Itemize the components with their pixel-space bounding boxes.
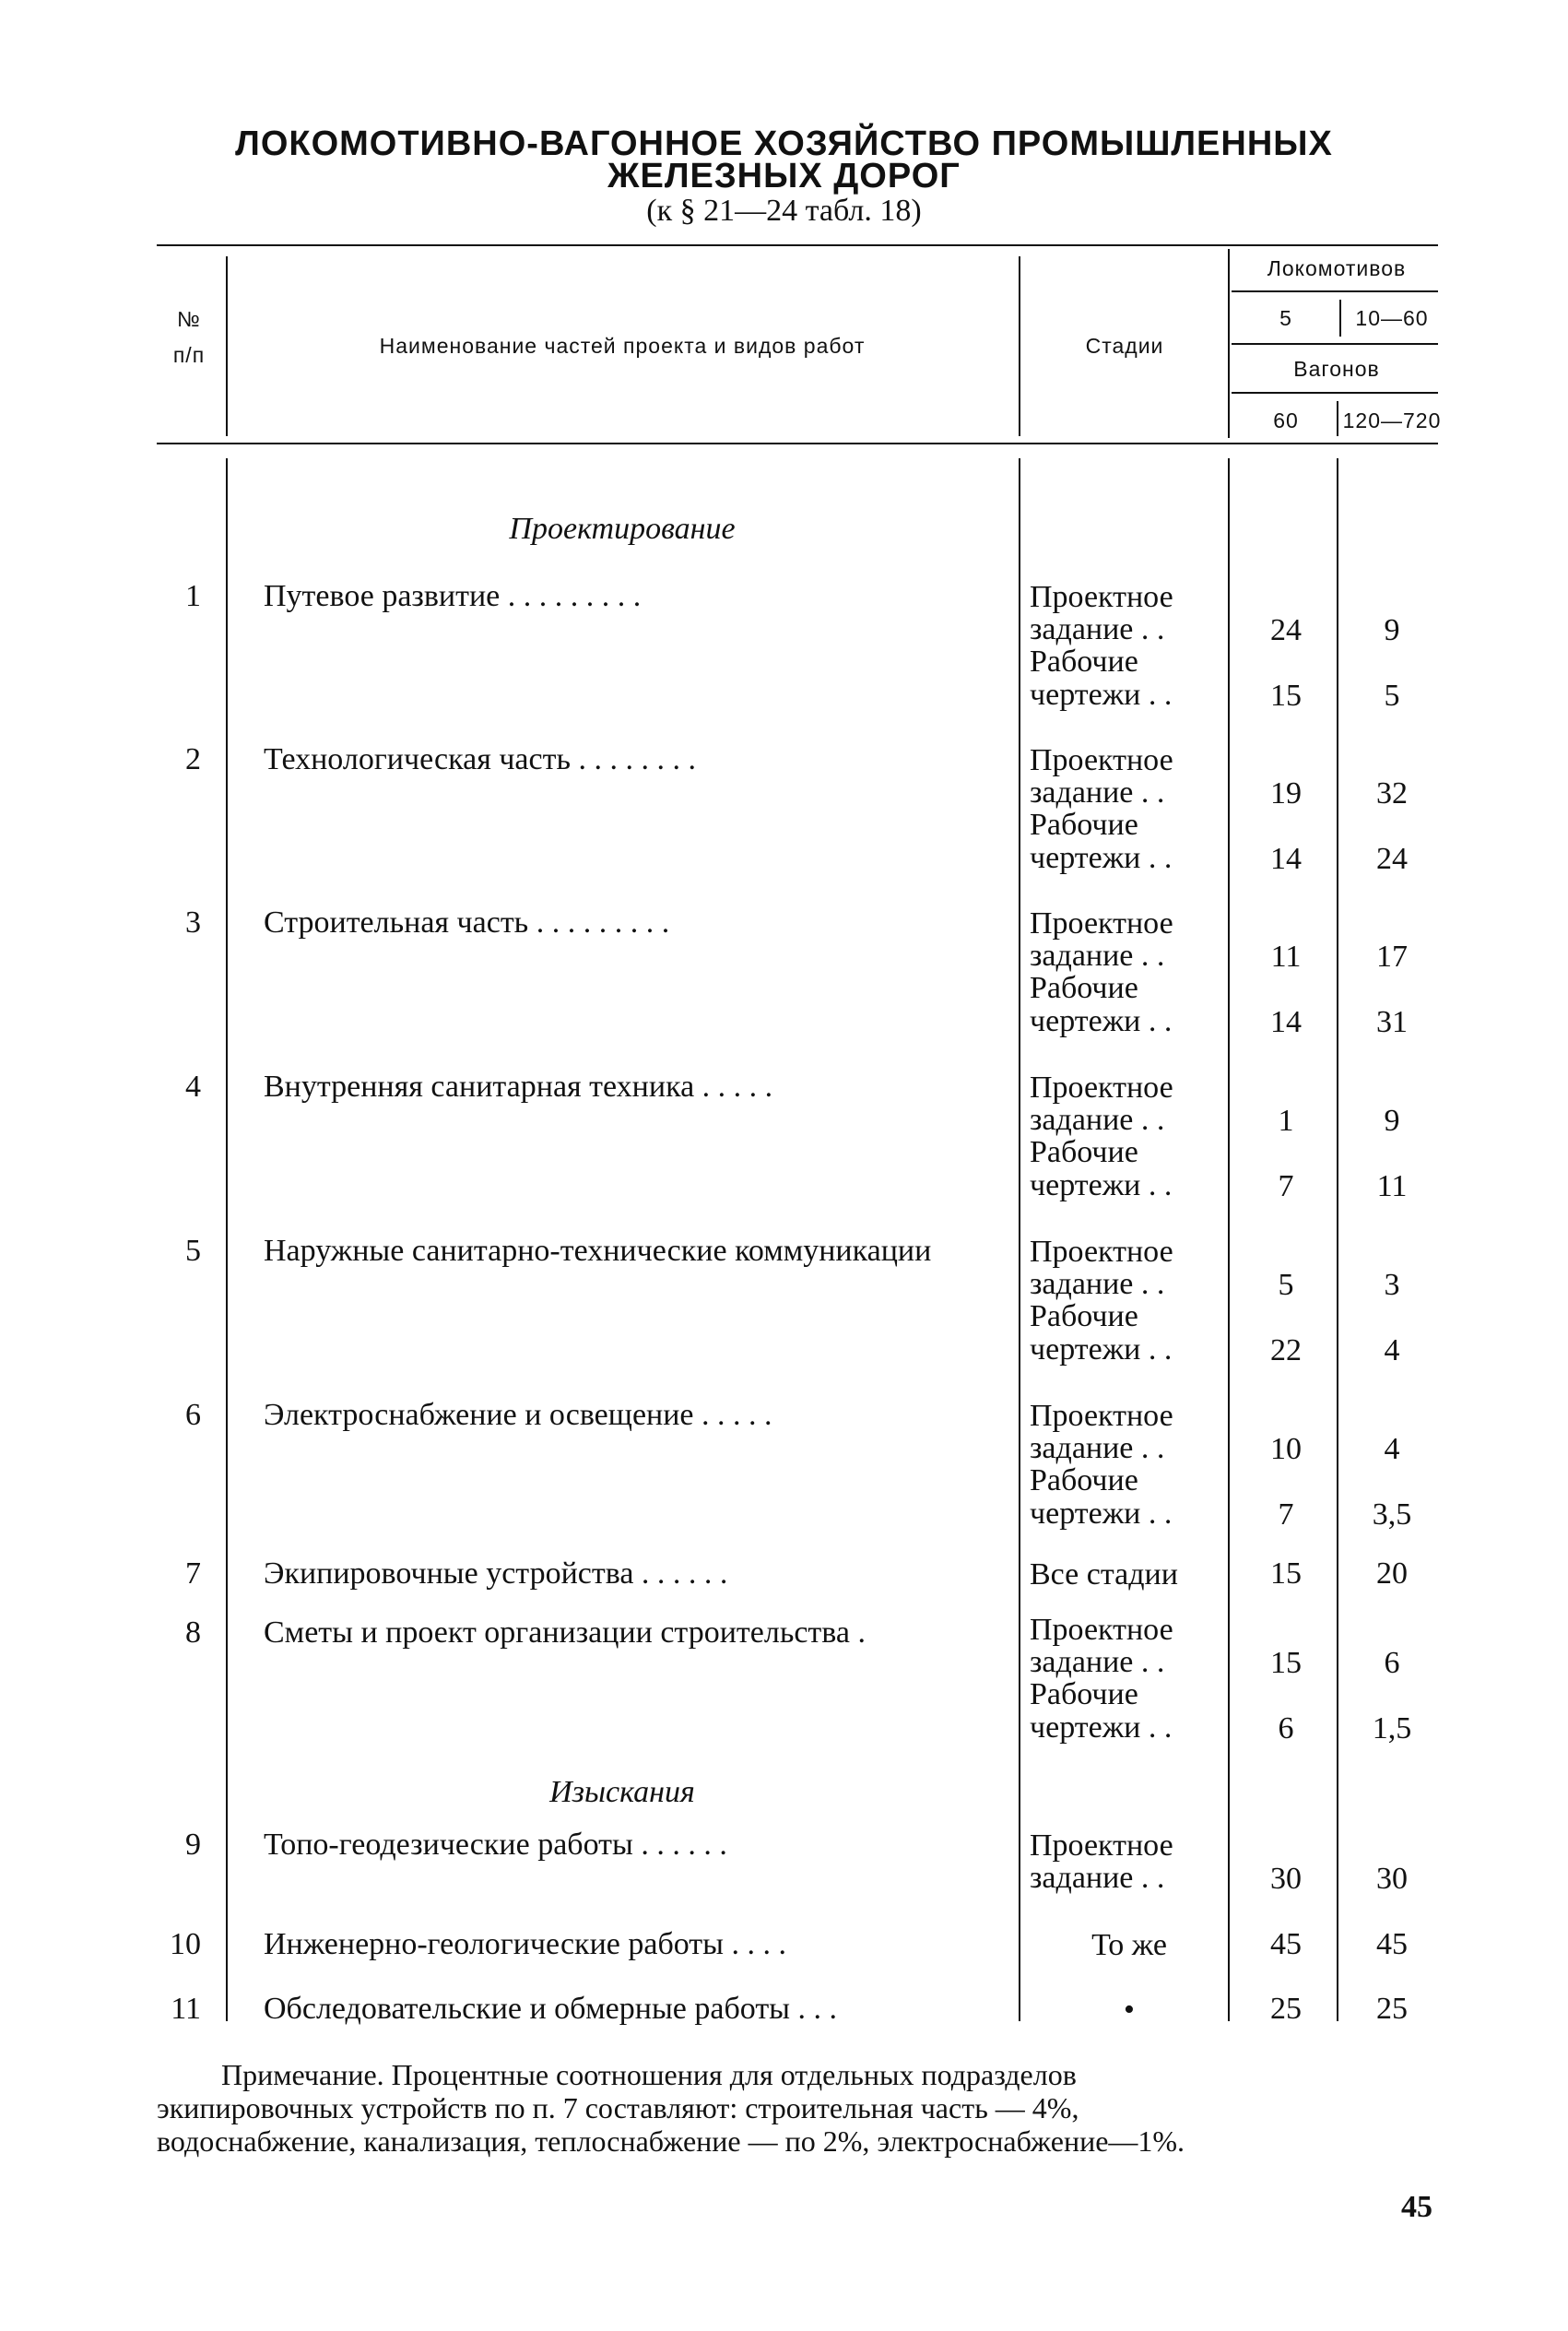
row-value: 30 — [1270, 1862, 1302, 1896]
row-value: 11 — [1376, 1169, 1408, 1203]
header-wag-a: 60 — [1273, 408, 1299, 432]
header-num-b: п/п — [172, 343, 206, 367]
row-value: 25 — [1376, 1992, 1408, 2026]
row-value: 4 — [1384, 1432, 1400, 1466]
header-wag-b: 120—720 — [1342, 408, 1442, 432]
header-rule-wag — [1232, 392, 1438, 394]
note-line-1: Примечание. Процентные соотношения для отдельных подразделов — [221, 2058, 1077, 2091]
row-name: Топо-геодезические работы . . . . . . — [264, 1828, 727, 1862]
row-stage-2a: Рабочие — [1030, 1299, 1138, 1333]
row-value: 14 — [1270, 842, 1302, 876]
row-value: 3,5 — [1372, 1497, 1412, 1532]
row-name: Внутренняя санитарная техника . . . . . — [264, 1070, 773, 1104]
row-value: 31 — [1376, 1005, 1408, 1039]
row-value: 24 — [1270, 613, 1302, 647]
header-name: Наименование частей проекта и видов работ — [379, 334, 866, 358]
body-divider-stage — [1228, 458, 1230, 2021]
body-divider-num — [226, 458, 228, 2021]
header-rule-locvals — [1232, 343, 1438, 345]
row-value: 15 — [1270, 1556, 1302, 1591]
row-name: Технологическая часть . . . . . . . . — [264, 742, 696, 776]
row-name: Сметы и проект организации строительства . — [264, 1615, 866, 1650]
row-value: 45 — [1270, 1927, 1302, 1961]
row-value: 15 — [1270, 679, 1302, 713]
row-stage-1a: Проектное — [1030, 580, 1173, 614]
row-value: 3 — [1384, 1268, 1400, 1302]
row-num: 5 — [185, 1234, 201, 1268]
row-value: 7 — [1278, 1497, 1294, 1532]
row-stage-2a: Рабочие — [1030, 971, 1138, 1005]
row-stage-1b: задание . . — [1030, 1103, 1165, 1137]
row-stage-1a: Проектное — [1030, 1828, 1173, 1863]
row-num: 3 — [185, 905, 201, 940]
row-value: 10 — [1270, 1432, 1302, 1466]
header-loc-a: 5 — [1279, 306, 1292, 330]
row-num: 11 — [171, 1992, 201, 2026]
row-stage-1b: задание . . — [1030, 939, 1165, 973]
row-stage-2b: чертежи . . — [1030, 841, 1173, 875]
row-value: 6 — [1384, 1646, 1400, 1680]
row-num: 7 — [185, 1556, 201, 1591]
row-value: 9 — [1384, 613, 1400, 647]
header-rule-loc — [1232, 290, 1438, 292]
row-stage-2b: чертежи . . — [1030, 678, 1173, 712]
row-stage-2a: Рабочие — [1030, 808, 1138, 842]
row-stage-2b: чертежи . . — [1030, 1168, 1173, 1202]
header-divider-num — [226, 256, 228, 436]
row-stage-2b: чертежи . . — [1030, 1332, 1173, 1367]
header-locomotives: Локомотивов — [1267, 256, 1407, 280]
page-number: 45 — [1401, 2190, 1432, 2224]
row-name: Путевое развитие . . . . . . . . . — [264, 579, 642, 613]
header-divider-name — [1019, 256, 1020, 436]
row-value: 24 — [1376, 842, 1408, 876]
row-num: 6 — [185, 1398, 201, 1432]
row-stage-1b: задание . . — [1030, 1267, 1165, 1301]
row-stage-2a: Рабочие — [1030, 1677, 1138, 1711]
row-num: 4 — [185, 1070, 201, 1104]
row-stage-1b: задание . . — [1030, 775, 1165, 810]
row-value: 6 — [1278, 1711, 1294, 1745]
header-num-a: № — [177, 307, 201, 331]
row-stage-1b: задание . . — [1030, 1431, 1165, 1465]
row-stage-1a: Проектное — [1030, 906, 1173, 941]
row-stage: Все стадии — [1030, 1557, 1178, 1591]
header-wagons: Вагонов — [1293, 357, 1380, 381]
row-num: 1 — [185, 579, 201, 613]
row-name: Экипировочные устройства . . . . . . — [264, 1556, 728, 1591]
row-stage-1b: задание . . — [1030, 1861, 1165, 1895]
row-value: 11 — [1270, 940, 1302, 974]
row-stage: То же — [1091, 1928, 1167, 1962]
row-value: 25 — [1270, 1992, 1302, 2026]
section-surveys: Изыскания — [549, 1775, 695, 1809]
row-value: 4 — [1384, 1333, 1400, 1367]
row-stage-1a: Проектное — [1030, 1399, 1173, 1433]
row-stage-2a: Рабочие — [1030, 1463, 1138, 1497]
row-value: 14 — [1270, 1005, 1302, 1039]
row-name: Наружные санитарно-технические коммуникации — [264, 1234, 932, 1268]
row-value: 1 — [1278, 1104, 1294, 1138]
row-value: 30 — [1376, 1862, 1408, 1896]
row-value: 45 — [1376, 1927, 1408, 1961]
row-value: 22 — [1270, 1333, 1302, 1367]
header-loc-b: 10—60 — [1355, 306, 1429, 330]
row-stage-2a: Рабочие — [1030, 1135, 1138, 1169]
row-value: 9 — [1384, 1104, 1400, 1138]
header-stage: Стадии — [1085, 334, 1164, 358]
row-num: 8 — [185, 1615, 201, 1650]
body-divider-values — [1337, 458, 1338, 2021]
page-title-line2: ЖЕЛЕЗНЫХ ДОРОГ — [607, 157, 961, 195]
row-stage-1a: Проектное — [1030, 1071, 1173, 1105]
header-divider-loc — [1339, 300, 1341, 337]
page-title-line1: ЛОКОМОТИВНО-ВАГОННОЕ ХОЗЯЙСТВО ПРОМЫШЛЕННЫХ — [235, 124, 1333, 163]
header-bottom-rule — [157, 443, 1438, 444]
row-name: Обследовательские и обмерные работы . . . — [264, 1992, 838, 2026]
page-subtitle: (к § 21—24 табл. 18) — [646, 194, 922, 228]
row-name: Электроснабжение и освещение . . . . . — [264, 1398, 772, 1432]
row-stage-2b: чертежи . . — [1030, 1004, 1173, 1038]
row-num: 9 — [185, 1828, 201, 1862]
row-num: 10 — [170, 1927, 201, 1961]
note-line-3: водоснабжение, канализация, теплоснабжение — по 2%, электроснабжение—1%. — [157, 2124, 1185, 2158]
row-stage-2a: Рабочие — [1030, 645, 1138, 679]
row-stage-2b: чертежи . . — [1030, 1710, 1173, 1745]
header-divider-wag — [1337, 401, 1338, 436]
row-name: Строительная часть . . . . . . . . . — [264, 905, 670, 940]
row-value: 5 — [1278, 1268, 1294, 1302]
row-num: 2 — [185, 742, 201, 776]
row-stage: • — [1124, 1993, 1135, 2027]
row-name: Инженерно-геологические работы . . . . — [264, 1927, 787, 1961]
header-divider-stage — [1228, 249, 1230, 438]
row-value: 15 — [1270, 1646, 1302, 1680]
row-stage-1b: задание . . — [1030, 1645, 1165, 1679]
table-top-rule — [157, 244, 1438, 246]
row-stage-1a: Проектное — [1030, 743, 1173, 777]
section-design: Проектирование — [509, 512, 736, 546]
row-stage-2b: чертежи . . — [1030, 1497, 1173, 1531]
row-value: 1,5 — [1372, 1711, 1412, 1745]
note-line-2: экипировочных устройств по п. 7 составляют: строительная часть — 4%, — [157, 2091, 1079, 2124]
row-value: 7 — [1278, 1169, 1294, 1203]
row-stage-1b: задание . . — [1030, 612, 1165, 646]
row-value: 32 — [1376, 776, 1408, 811]
row-stage-1a: Проектное — [1030, 1235, 1173, 1269]
row-value: 17 — [1376, 940, 1408, 974]
row-stage-1a: Проектное — [1030, 1613, 1173, 1647]
row-value: 5 — [1384, 679, 1400, 713]
row-value: 19 — [1270, 776, 1302, 811]
row-value: 20 — [1376, 1556, 1408, 1591]
